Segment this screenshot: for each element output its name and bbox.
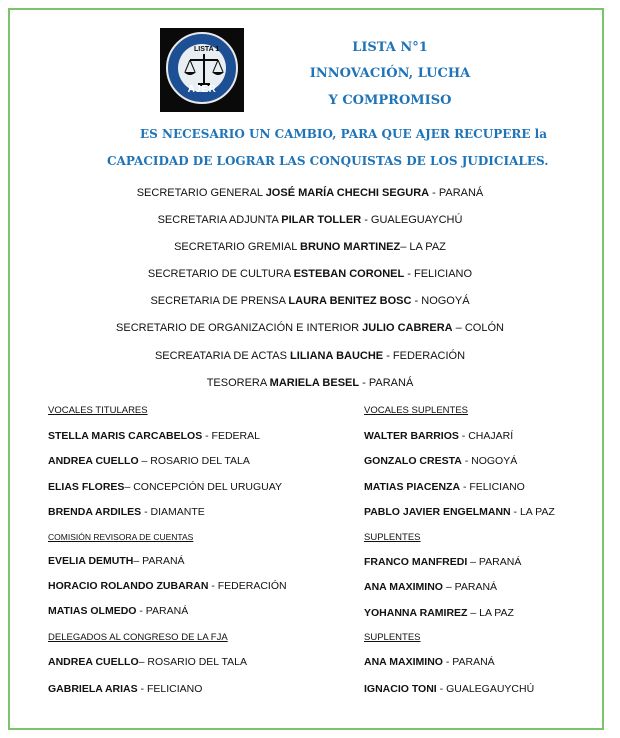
- list-item: ANDREA CUELLO– ROSARIO DEL TALA: [48, 656, 247, 668]
- authority-row: SECRETARIO GREMIAL BRUNO MARTINEZ– LA PAZ: [174, 241, 446, 253]
- list-item: STELLA MARIS CARCABELOS - FEDERAL: [48, 430, 260, 442]
- list-item: MATIAS OLMEDO - PARANÁ: [48, 605, 189, 617]
- section-heading-comision: COMISIÓN REVISORA DE CUENTAS: [48, 532, 194, 542]
- list-number-title: LISTA N°1: [352, 40, 428, 55]
- list-item: ANA MAXIMINO - PARANÁ: [364, 656, 495, 668]
- authority-row: SECRETARIO DE CULTURA ESTEBAN CORONEL - FELICIANO: [147, 268, 473, 280]
- list-item: PABLO JAVIER ENGELMANN - LA PAZ: [364, 506, 555, 518]
- logo-badge: LISTA 1: [194, 46, 220, 53]
- slogan-line1: ES NECESARIO UN CAMBIO, PARA QUE AJER RECUPERE la: [140, 127, 547, 141]
- authority-row: SECREATARIA DE ACTAS LILIANA BAUCHE - FEDERACIÓN: [154, 350, 466, 362]
- list-item: YOHANNA RAMIREZ – LA PAZ: [364, 607, 514, 619]
- logo-name: AJER: [187, 84, 217, 95]
- list-item: IGNACIO TONI - GUALEGAUYCHÚ: [364, 683, 535, 695]
- ajer-logo: [160, 28, 244, 112]
- list-item: WALTER BARRIOS - CHAJARÍ: [364, 430, 514, 442]
- section-heading-suplentes-2: SUPLENTES: [364, 632, 421, 643]
- page-border: [8, 8, 604, 730]
- list-item: BRENDA ARDILES - DIAMANTE: [48, 506, 205, 518]
- list-item: EVELIA DEMUTH– PARANÁ: [48, 555, 185, 567]
- list-item: GABRIELA ARIAS - FELICIANO: [48, 683, 203, 695]
- list-name-line2: Y COMPROMISO: [328, 93, 452, 108]
- list-item: FRANCO MANFREDI – PARANÁ: [364, 556, 522, 568]
- authority-row: SECRETARIA ADJUNTA PILAR TOLLER - GUALEGUAYCHÚ: [157, 214, 463, 226]
- authority-row: SECRETARIO GENERAL JOSÉ MARÍA CHECHI SEGURA - PARANÁ: [136, 187, 484, 199]
- authority-row: SECRETARIA DE PRENSA LAURA BENITEZ BOSC - NOGOYÁ: [150, 295, 470, 307]
- section-heading-vocales-suplentes: VOCALES SUPLENTES: [364, 405, 469, 416]
- list-item: ANA MAXIMINO – PARANÁ: [364, 581, 498, 593]
- list-item: ELIAS FLORES– CONCEPCIÓN DEL URUGUAY: [48, 481, 282, 493]
- authority-row: TESORERA MARIELA BESEL - PARANÁ: [206, 377, 414, 389]
- slogan-line2: CAPACIDAD DE LOGRAR LAS CONQUISTAS DE LOS JUDICIALES.: [107, 154, 549, 168]
- list-name-line1: INNOVACIÓN, LUCHA: [309, 66, 471, 81]
- section-heading-suplentes: SUPLENTES: [364, 532, 421, 543]
- section-heading-vocales-titulares: VOCALES TITULARES: [48, 405, 148, 416]
- list-item: GONZALO CRESTA - NOGOYÁ: [364, 455, 518, 467]
- logo-ring: [166, 32, 238, 104]
- section-heading-delegados: DELEGADOS AL CONGRESO DE LA FJA: [48, 632, 228, 643]
- list-item: HORACIO ROLANDO ZUBARAN - FEDERACIÓN: [48, 580, 287, 592]
- authority-row: SECRETARIO DE ORGANIZACIÓN E INTERIOR JULIO CABRERA – COLÓN: [116, 322, 504, 334]
- list-item: ANDREA CUELLO – ROSARIO DEL TALA: [48, 455, 250, 467]
- list-item: MATIAS PIACENZA - FELICIANO: [364, 481, 525, 493]
